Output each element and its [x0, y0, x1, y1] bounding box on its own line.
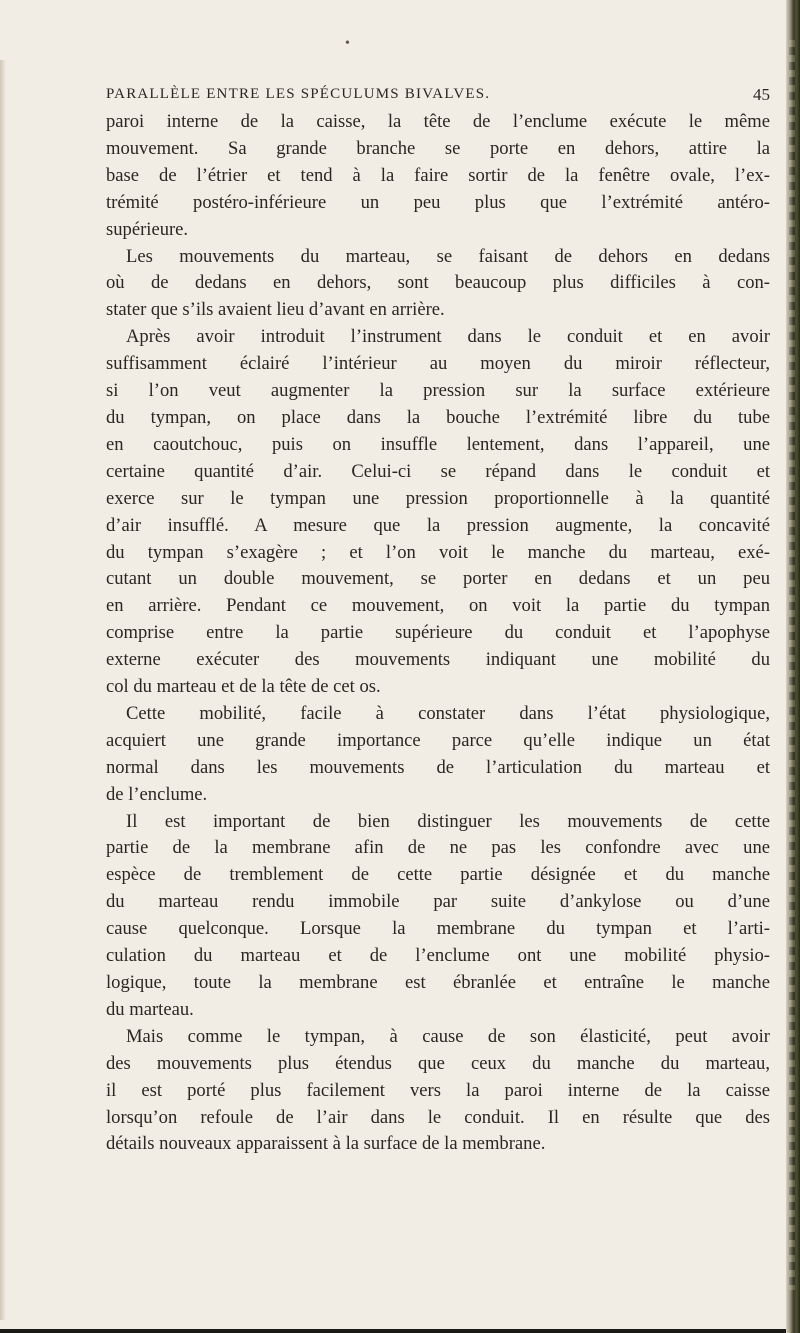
- text-line: du tympan, on place dans la bouche l’extrémité libre du tube: [106, 406, 770, 428]
- paragraph: [106, 701, 770, 809]
- running-head: [106, 86, 770, 108]
- paragraph: [106, 809, 770, 1024]
- text-line: en caoutchouc, puis on insuffle lentement, dans l’appareil, une: [106, 433, 770, 455]
- text-line: Après avoir introduit l’instrument dans le conduit et en avoir: [126, 326, 770, 348]
- text-line: d’air insufflé. A mesure que la pression augmente, la concavité: [106, 514, 770, 536]
- text-line: comprise entre la partie supérieure du conduit et l’apophyse: [106, 622, 770, 644]
- text-line: base de l’étrier et tend à la faire sortir de la fenêtre ovale, l’ex-: [106, 164, 770, 186]
- text-line: détails nouveaux apparaissent à la surface de la membrane.: [106, 1133, 546, 1155]
- text-line: Les mouvements du marteau, se faisant de dehors en dedans: [126, 245, 770, 267]
- text-line: Mais comme le tympan, à cause de son élasticité, peut avoir: [126, 1025, 770, 1047]
- text-line: paroi interne de la caisse, la tête de l’enclume exécute le même: [106, 111, 770, 132]
- body-text: [106, 109, 770, 1158]
- text-line: col du marteau et de la tête de cet os.: [106, 676, 381, 698]
- page-number: 45: [753, 85, 770, 104]
- text-line: supérieure.: [106, 218, 189, 240]
- text-line: exerce sur le tympan une pression proportionnelle à la quantité: [106, 487, 770, 509]
- text-line: externe exécuter des mouvements indiquant une mobilité du: [106, 649, 770, 671]
- text-line: logique, toute la membrane est ébranlée et entraîne le manche: [106, 972, 770, 993]
- running-title: PARALLÈLE ENTRE LES SPÉCULUMS BIVALVES.: [106, 86, 491, 102]
- text-line: du marteau rendu immobile par suite d’ankylose ou d’une: [106, 891, 770, 913]
- text-line: suffisamment éclairé l’intérieur au moyen du miroir réflecteur,: [106, 353, 770, 375]
- page-left-shadow: [0, 60, 6, 1320]
- text-line: cutant un double mouvement, se porter en dedans et un peu: [106, 568, 770, 590]
- text-line: de l’enclume.: [106, 783, 208, 805]
- text-line: espèce de tremblement de cette partie désignée et du manche: [106, 864, 770, 886]
- text-line: acquiert une grande importance parce qu’elle indique un état: [106, 729, 770, 751]
- text-line: du marteau.: [106, 998, 194, 1020]
- paragraph: [106, 324, 770, 701]
- text-line: culation du marteau et de l’enclume ont une mobilité physio-: [106, 945, 770, 967]
- paragraph: [106, 109, 770, 244]
- text-line: Il est important de bien distinguer les mouvements de cette: [126, 810, 770, 832]
- text-line: stater que s’ils avaient lieu d’avant en arrière.: [106, 299, 445, 321]
- text-line: certaine quantité d’air. Celui-ci se répand dans le conduit et: [106, 460, 770, 482]
- text-line: trémité postéro-inférieure un peu plus que l’extrémité antéro-: [106, 191, 770, 213]
- paragraph: [106, 244, 770, 325]
- text-line: des mouvements plus étendus que ceux du manche du marteau,: [106, 1052, 770, 1074]
- printer-mark: •: [345, 36, 350, 51]
- text-line: en arrière. Pendant ce mouvement, on voit la partie du tympan: [106, 595, 770, 617]
- text-line: Cette mobilité, facile à constater dans l’état physiologique,: [126, 702, 770, 724]
- text-line: cause quelconque. Lorsque la membrane du tympan et l’arti-: [106, 918, 770, 940]
- text-line: mouvement. Sa grande branche se porte en dehors, attire la: [106, 137, 770, 159]
- text-line: normal dans les mouvements de l’articulation du marteau et: [106, 756, 770, 778]
- paragraph: [106, 1024, 770, 1159]
- text-line: il est porté plus facilement vers la paroi interne de la caisse: [106, 1079, 770, 1101]
- text-line: lorsqu’on refoule de l’air dans le conduit. Il en résulte que des: [106, 1106, 770, 1128]
- text-line: si l’on veut augmenter la pression sur la surface extérieure: [106, 380, 770, 402]
- text-line: où de dedans en dehors, sont beaucoup plus difficiles à con-: [106, 272, 770, 294]
- book-binding-edge: [786, 0, 800, 1333]
- text-line: du tympan s’exagère ; et l’on voit le manche du marteau, exé-: [106, 541, 770, 563]
- text-line: partie de la membrane afin de ne pas les confondre avec une: [106, 837, 770, 859]
- bottom-edge: [0, 1329, 788, 1333]
